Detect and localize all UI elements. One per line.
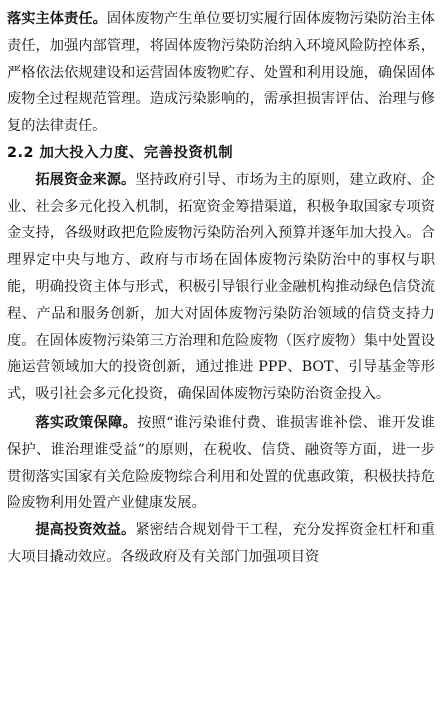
paragraph-lead: 提高投资效益。	[35, 522, 136, 539]
paragraph-body: 坚持政府引导、市场为主的原则，建立政府、企业、社会多元化投入机制，拓宽资金筹措渠道，积极争取国家专项资金支持，各级财政把危险废物污染防治列入预算并逐年加大投入。合理界定中央与地方、政府与市场在固体废物污染防治中的事权与职能，明确投资主体与形式，积极引导银行业金融机构推动绿色信贷流程、产品和服务创新，加大对固体废物污染防治领域的信贷支持力度。在固体废物污染第三方治理和危险废物（医疗废物）集中处置设施运营领域加大的投资创新，通过推进 PPP、BOT、引导基金等形式，吸引社会多元化投资，确保固体废物污染防治资金投入。	[7, 171, 435, 403]
section-heading: 2.2 加大投入力度、完善投资机制	[7, 144, 234, 161]
paragraph-lead: 落实主体责任。	[7, 11, 107, 27]
paragraph-policy-guarantee	[7, 410, 435, 517]
paragraph-expand-funding	[7, 167, 435, 408]
paragraph-body: 固体废物产生单位要切实履行固体废物污染防治主体责任，加强内部管理，将固体废物污染防治纳入环境风险防控体系，严格依法依规建设和运营固体废物贮存、处置和利用设施，确保固体废物全过程规范管理。造成污染影响的，需承担损害评估、治理与修复的法律责任。	[7, 11, 435, 135]
paragraph-body: 按照“谁污染谁付费、谁损害谁补偿、谁开发谁保护、谁治理谁受益”的原则，在税收、信贷、融资等方面，进一步贯彻落实国家有关危险废物综合利用和处置的优惠政策，积极扶持危险废物利用处置产业健康发展。	[7, 414, 435, 512]
paragraph-main-responsibility	[7, 6, 435, 140]
paragraph-body: 紧密结合规划骨干工程，充分发挥资金杠杆和重大项目撬动效应。各级政府及有关部门加强项目资	[7, 522, 435, 565]
document-page	[7, 6, 435, 571]
paragraph-lead: 拓展资金来源。	[35, 171, 136, 188]
paragraph-investment-efficiency	[7, 517, 435, 571]
paragraph-lead: 落实政策保障。	[35, 414, 138, 431]
